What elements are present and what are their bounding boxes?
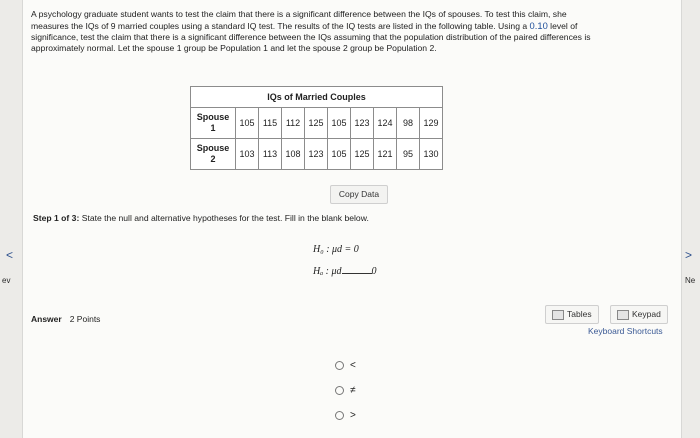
hypothesis-blank[interactable] xyxy=(342,264,372,274)
question-panel xyxy=(22,0,682,438)
step-instruction: Step 1 of 3: State the null and alternative hypotheses for the test. Fill in the blank below. xyxy=(33,213,369,223)
table-cell: 125 xyxy=(305,108,328,139)
table-cell: 129 xyxy=(420,108,443,139)
answer-header: Answer 2 Points xyxy=(31,314,101,324)
table-cell: 123 xyxy=(305,139,328,170)
table-cell: 103 xyxy=(236,139,259,170)
table-cell: 121 xyxy=(374,139,397,170)
table-cell: 123 xyxy=(351,108,374,139)
problem-statement xyxy=(31,9,671,54)
copy-data-button[interactable]: Copy Data xyxy=(330,185,388,204)
radio-button[interactable] xyxy=(335,361,344,370)
keypad-button[interactable]: Keypad xyxy=(610,305,668,324)
significance-level: 0.10 xyxy=(529,20,548,31)
table-title: IQs of Married Couples xyxy=(191,87,443,108)
option-not-equal[interactable]: ≠ xyxy=(335,385,356,396)
row-header-spouse-1: Spouse 1 xyxy=(191,108,236,139)
table-cell: 124 xyxy=(374,108,397,139)
table-cell: 112 xyxy=(282,108,305,139)
points-label: 2 Points xyxy=(69,314,101,324)
radio-button[interactable] xyxy=(335,411,344,420)
keyboard-shortcuts-link[interactable]: Keyboard Shortcuts xyxy=(588,326,663,336)
problem-line-2: measures the IQs of 9 married couples using a standard IQ test. The results of the IQ tests are listed in the following table. Using a 0.10 level of xyxy=(31,20,578,31)
table-cell: 105 xyxy=(328,139,351,170)
keypad-icon xyxy=(617,310,629,320)
table-cell: 98 xyxy=(397,108,420,139)
next-arrow-icon[interactable]: > xyxy=(685,248,693,262)
tables-button[interactable]: Tables xyxy=(545,305,599,324)
problem-line-1: A psychology graduate student wants to test the claim that there is a significant difference between the IQs of spouses. To test this claim, she xyxy=(31,9,567,19)
table-cell: 95 xyxy=(397,139,420,170)
table-cell: 113 xyxy=(259,139,282,170)
null-hypothesis: H₀ : μd = 0 xyxy=(313,244,359,255)
previous-arrow-icon[interactable]: < xyxy=(6,248,14,262)
table-row-spouse-2 xyxy=(191,139,443,170)
table-icon xyxy=(552,310,564,320)
table-cell: 115 xyxy=(259,108,282,139)
option-greater-than[interactable]: > xyxy=(335,410,356,421)
table-cell: 108 xyxy=(282,139,305,170)
table-cell: 105 xyxy=(328,108,351,139)
row-header-spouse-2: Spouse 2 xyxy=(191,139,236,170)
problem-line-3: significance, test the claim that there is a significant difference between the IQs assuming that the population distribution of the paired differences is xyxy=(31,32,591,42)
iq-table xyxy=(190,86,443,170)
radio-button[interactable] xyxy=(335,386,344,395)
next-label[interactable]: Ne xyxy=(685,276,696,285)
previous-label[interactable]: ev xyxy=(2,276,11,285)
table-cell: 125 xyxy=(351,139,374,170)
problem-line-4: approximately normal. Let the spouse 1 group be Population 1 and let the spouse 2 group be Population 2. xyxy=(31,43,437,53)
option-less-than[interactable]: < xyxy=(335,360,356,371)
table-cell: 130 xyxy=(420,139,443,170)
table-cell: 105 xyxy=(236,108,259,139)
table-row-spouse-1 xyxy=(191,108,443,139)
alternative-hypothesis: Hₐ : μd 0 xyxy=(313,266,377,277)
